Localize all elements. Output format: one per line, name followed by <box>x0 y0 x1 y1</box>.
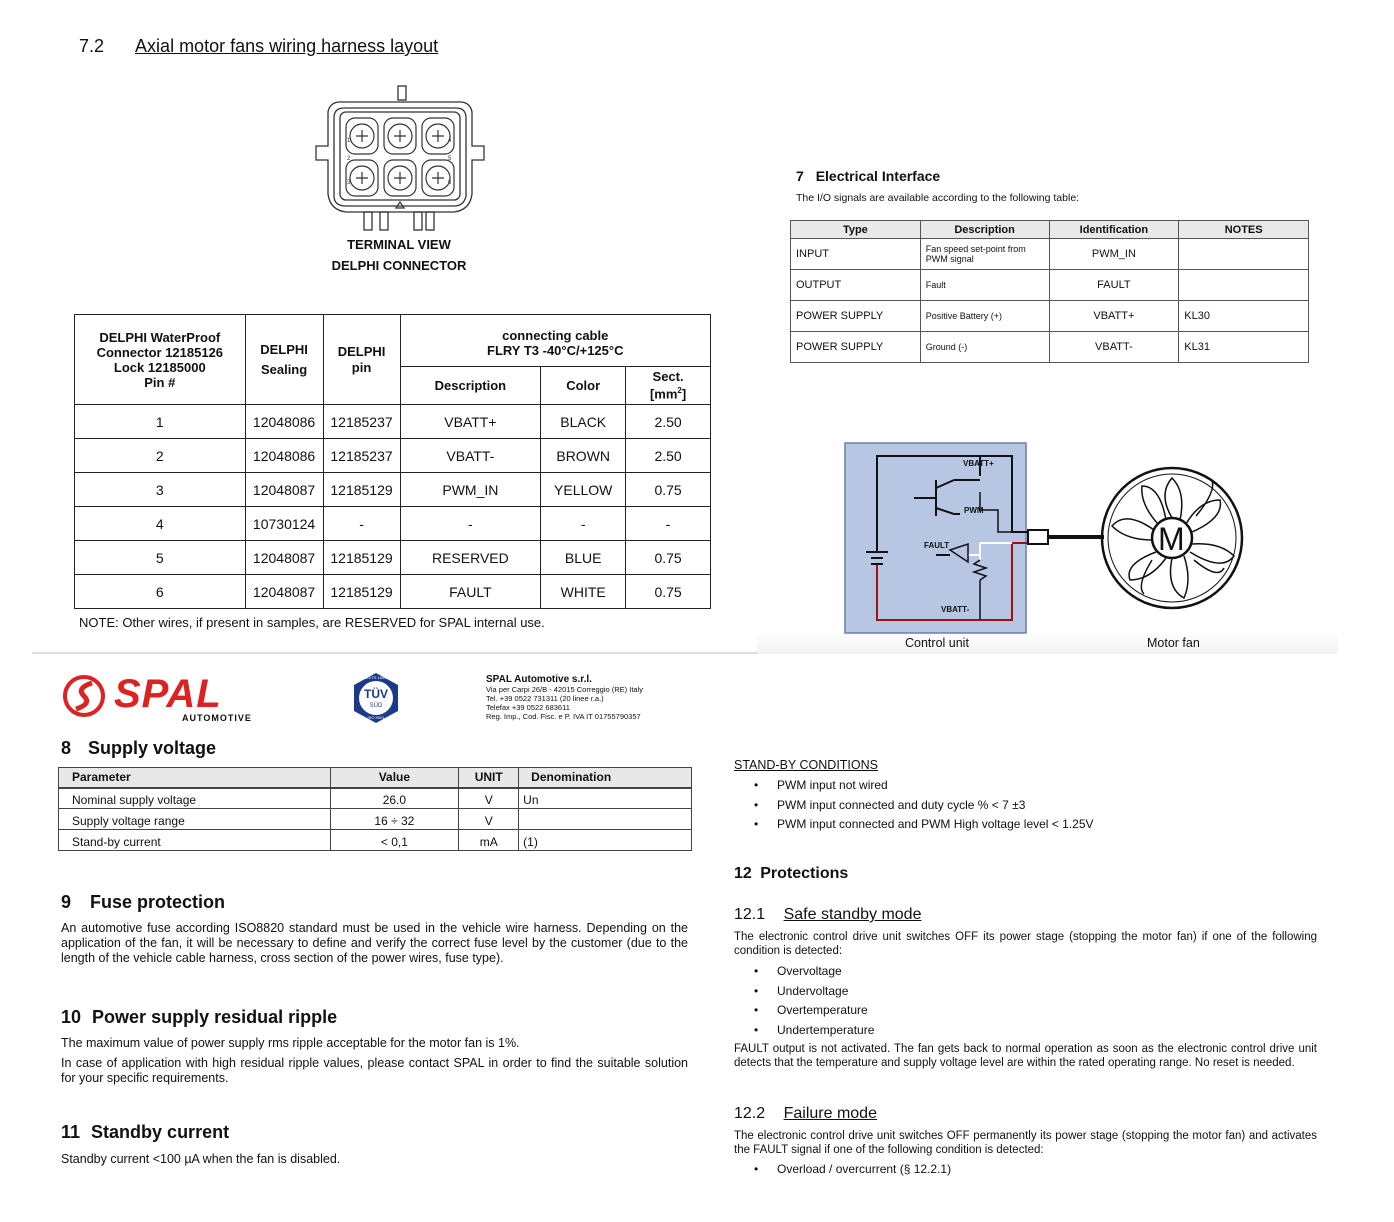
table-cell: V <box>459 809 519 830</box>
section-7-2-heading <box>79 36 438 57</box>
table-cell: - <box>626 507 711 541</box>
pin-label: 2 <box>347 156 351 162</box>
header-line: Sealing <box>260 361 308 377</box>
table-cell: 26.0 <box>330 788 459 809</box>
delphi-connector-drawing <box>310 84 490 234</box>
table-row <box>791 301 1309 332</box>
address-line: Telefax +39 0522 683611 <box>486 703 570 712</box>
table-row <box>75 575 711 609</box>
table-cell: RESERVED <box>400 541 541 575</box>
spal-logo <box>62 674 252 724</box>
table-row <box>59 788 692 809</box>
table-cell: 0.75 <box>626 473 711 507</box>
table-cell: 2.50 <box>626 439 711 473</box>
table-cell: 1 <box>75 405 246 439</box>
caption-motor-fan: Motor fan <box>1147 636 1200 650</box>
table-cell: - <box>323 507 400 541</box>
pin-label: 1 <box>347 138 351 144</box>
unit-end: ] <box>681 386 687 402</box>
section-11-text: Standby current <100 µA when the fan is disabled. <box>61 1152 341 1166</box>
section-number: 12.2 <box>734 1105 766 1122</box>
header-line: DELPHI WaterProof <box>99 329 221 345</box>
table-cell: 6 <box>75 575 246 609</box>
table-cell: 12185129 <box>323 541 400 575</box>
section-number: 12 <box>734 865 752 882</box>
table-cell: 12185237 <box>323 405 400 439</box>
supply-voltage-table <box>58 767 692 851</box>
company-address <box>486 674 643 721</box>
section-title: Axial motor fans wiring harness layout <box>135 36 439 56</box>
section-title: Safe standby mode <box>783 906 922 923</box>
section-11-heading <box>61 1122 229 1143</box>
io-signals-table <box>790 220 1309 363</box>
table-row <box>791 239 1309 270</box>
table-cell: VBATT- <box>400 439 541 473</box>
table-cell: KL31 <box>1179 332 1309 363</box>
table-cell: 4 <box>75 507 246 541</box>
spal-logo-mark-icon <box>62 674 106 718</box>
table-cell: FAULT <box>1049 270 1179 301</box>
col-header: Type <box>791 221 921 239</box>
section-number: 7.2 <box>79 36 105 56</box>
table-cell: Nominal supply voltage <box>59 788 331 809</box>
section-number: 11 <box>61 1122 81 1142</box>
label-pwm: PWM <box>964 506 984 515</box>
table-cell: - <box>541 507 626 541</box>
table-cell: 2.50 <box>626 405 711 439</box>
standby-title: STAND-BY CONDITIONS <box>734 758 878 772</box>
table-cell: Fan speed set-point from PWM signal <box>920 239 1049 270</box>
section-10-heading <box>61 1007 337 1028</box>
section-8-heading <box>61 738 216 759</box>
table-cell: WHITE <box>541 575 626 609</box>
col-header-color: Color <box>541 367 626 405</box>
cert-top: ISO/TS 16949 <box>363 675 389 680</box>
address-line: Reg. Imp., Cod. Fisc. e P. IVA IT 01755790357 <box>486 712 641 721</box>
table-row <box>75 507 711 541</box>
table-cell: 12048087 <box>245 473 323 507</box>
harness-pin-table <box>74 314 711 609</box>
section-number: 7 <box>796 168 804 184</box>
table-cell: BROWN <box>541 439 626 473</box>
label-vbatt-minus: VBATT- <box>941 605 970 614</box>
table-cell <box>1179 239 1309 270</box>
table-cell: VBATT+ <box>1049 301 1179 332</box>
table-cell: YELLOW <box>541 473 626 507</box>
cert-sub: SÜD <box>369 703 383 709</box>
table-cell: 3 <box>75 473 246 507</box>
table-cell: < 0,1 <box>330 830 459 851</box>
table-row <box>59 830 692 851</box>
table-cell: (1) <box>519 830 692 851</box>
section-number: 12.1 <box>734 906 766 923</box>
table-cell: 10730124 <box>245 507 323 541</box>
table-cell: INPUT <box>791 239 921 270</box>
list-item: • Undertemperature <box>734 1023 874 1043</box>
table-cell: 12048087 <box>245 575 323 609</box>
label-fault: FAULT <box>924 541 950 550</box>
harness-note: NOTE: Other wires, if present in samples, are RESERVED for SPAL internal use. <box>79 615 545 630</box>
table-cell: - <box>400 507 541 541</box>
connector-caption-2: DELPHI CONNECTOR <box>331 258 467 273</box>
header-line <box>627 384 709 401</box>
pin-label: 5 <box>448 156 452 162</box>
table-row <box>791 270 1309 301</box>
section-number: 8 <box>61 738 72 758</box>
table-cell: 5 <box>75 541 246 575</box>
table-cell: 2 <box>75 439 246 473</box>
table-cell: 12185129 <box>323 473 400 507</box>
table-cell: PWM_IN <box>1049 239 1179 270</box>
header-line: FLRY T3 -40°C/+125°C <box>487 343 624 358</box>
list-item: • PWM input connected and duty cycle % < 7 ±3 <box>734 798 1094 818</box>
section-12-2-text: The electronic control drive unit switches OFF permanently its power stage (stopping the motor fan) and activates the FAULT signal if one of the following condition is detected: <box>734 1130 1317 1156</box>
control-unit-diagram <box>840 440 1250 640</box>
table-row <box>75 405 711 439</box>
section-12-heading <box>734 865 848 883</box>
section-7-heading <box>796 168 940 184</box>
col-header: UNIT <box>459 768 519 788</box>
table-row <box>75 439 711 473</box>
table-cell: 0.75 <box>626 575 711 609</box>
table-cell: V <box>459 788 519 809</box>
list-item: • Overload / overcurrent (§ 12.2.1) <box>734 1162 951 1182</box>
section-title: Standby current <box>91 1122 230 1142</box>
section-title: Electrical Interface <box>815 168 941 184</box>
table-cell <box>519 809 692 830</box>
table-cell: BLUE <box>541 541 626 575</box>
address-line: Tel. +39 0522 731311 (20 linee r.a.) <box>486 694 604 703</box>
col-header: NOTES <box>1179 221 1309 239</box>
table-cell: FAULT <box>400 575 541 609</box>
table-cell: KL30 <box>1179 301 1309 332</box>
list-item: • PWM input not wired <box>734 778 1094 798</box>
connector-caption-1: TERMINAL VIEW <box>347 237 451 252</box>
section-12-1-text: The electronic control drive unit switches OFF its power stage (stopping the motor fan) if one of the following condition is detected: <box>734 931 1317 957</box>
table-cell: VBATT+ <box>400 405 541 439</box>
table-cell: Supply voltage range <box>59 809 331 830</box>
section-title: Power supply residual ripple <box>92 1007 338 1027</box>
unit-text: [mm <box>649 386 678 402</box>
pin-label: 4 <box>448 138 452 144</box>
table-cell: 12048086 <box>245 439 323 473</box>
col-header: Identification <box>1049 221 1179 239</box>
table-cell: Positive Battery (+) <box>920 301 1049 332</box>
table-row <box>791 332 1309 363</box>
table-cell: 0.75 <box>626 541 711 575</box>
section-12-2-heading <box>734 1105 877 1123</box>
section-10-text-1: The maximum value of power supply rms ripple acceptable for the motor fan is 1%. <box>61 1036 520 1050</box>
col-header-pin <box>75 315 246 405</box>
pin-label: 3 <box>347 180 351 186</box>
section-10-text-2: In case of application with high residual ripple values, please contact SPAL in order to find the suitable solution for your specific requirements. <box>61 1056 688 1085</box>
table-cell: 12048086 <box>245 405 323 439</box>
table-cell: 16 ÷ 32 <box>330 809 459 830</box>
spal-logo-text: SPAL <box>114 672 222 716</box>
header-line: Pin # <box>144 374 176 390</box>
col-header-section <box>626 367 711 405</box>
header-line: Sect. <box>652 368 684 384</box>
label-vbatt-plus: VBATT+ <box>963 459 994 468</box>
section-title: Supply voltage <box>88 738 217 758</box>
table-cell: 12048087 <box>245 541 323 575</box>
header-line: connecting cable <box>502 328 609 343</box>
header-line: pin <box>351 359 372 375</box>
table-row <box>75 473 711 507</box>
col-header-description: Description <box>400 367 541 405</box>
section-9-text: An automotive fuse according ISO8820 standard must be used in the vehicle wire harness. Depending on the application of the fan, it will be necessary to define and verify the correct fuse level by the customer (due to the length of the vehicle cable harness, cross section of the power wires, fuse type). <box>61 921 688 965</box>
section-number: 9 <box>61 892 72 912</box>
unit-sup: 2 <box>677 385 682 395</box>
header-line: Connector 12185126 <box>96 344 224 360</box>
table-cell: POWER SUPPLY <box>791 301 921 332</box>
table-cell: BLACK <box>541 405 626 439</box>
table-cell: Stand-by current <box>59 830 331 851</box>
table-cell: VBATT- <box>1049 332 1179 363</box>
table-cell: OUTPUT <box>791 270 921 301</box>
table-cell: 12185129 <box>323 575 400 609</box>
col-header: Parameter <box>59 768 331 788</box>
header-line: DELPHI <box>337 343 386 359</box>
table-cell: PWM_IN <box>400 473 541 507</box>
section-9-heading <box>61 892 225 913</box>
motor-label: M <box>1158 521 1185 557</box>
section-title: Protections <box>760 865 849 882</box>
section-7-intro: The I/O signals are available according to the following table: <box>796 192 1080 204</box>
address-line: Via per Carpi 26/B - 42015 Correggio (RE) Italy <box>486 685 644 694</box>
table-cell: POWER SUPPLY <box>791 332 921 363</box>
header-line: Lock 12185000 <box>113 359 206 375</box>
table-cell: Ground (-) <box>920 332 1049 363</box>
section-divider <box>32 652 758 654</box>
section-title: Failure mode <box>783 1105 877 1122</box>
company-name: SPAL Automotive s.r.l. <box>486 674 592 685</box>
table-cell: Un <box>519 788 692 809</box>
section-title: Fuse protection <box>90 892 226 912</box>
col-header: Description <box>920 221 1049 239</box>
table-row <box>59 809 692 830</box>
caption-control-unit: Control unit <box>905 636 969 650</box>
col-header-pin-part <box>323 315 400 405</box>
list-item: • Overtemperature <box>734 1003 874 1023</box>
list-item: • PWM input connected and PWM High voltage level < 1.25V <box>734 817 1094 837</box>
col-header-cable <box>400 315 711 367</box>
cert-bottom: ISO 9001 <box>367 715 385 720</box>
section-12-1-after: FAULT output is not activated. The fan gets back to normal operation as soon as the electronic control drive unit detects that the temperature and supply voltage level are within the rated operating range. No reset is needed. <box>734 1043 1317 1069</box>
safe-standby-list <box>734 964 874 1042</box>
failure-mode-list <box>734 1162 951 1182</box>
table-cell: 12185237 <box>323 439 400 473</box>
col-header: Denomination <box>519 768 692 788</box>
table-cell <box>1179 270 1309 301</box>
header-line: DELPHI <box>260 341 308 357</box>
list-item: • Overvoltage <box>734 964 874 984</box>
col-header-sealing <box>245 315 323 405</box>
table-cell: mA <box>459 830 519 851</box>
col-header: Value <box>330 768 459 788</box>
section-12-1-heading <box>734 906 921 924</box>
pin-label: 6 <box>448 180 452 186</box>
spal-logo-sub: AUTOMOTIVE <box>182 713 252 723</box>
standby-list <box>734 778 1094 837</box>
tuv-certification-badge <box>350 672 402 724</box>
list-item: • Undervoltage <box>734 984 874 1004</box>
section-number: 10 <box>61 1007 82 1027</box>
table-cell: Fault <box>920 270 1049 301</box>
table-row <box>75 541 711 575</box>
cert-mid: TÜV <box>364 687 388 701</box>
